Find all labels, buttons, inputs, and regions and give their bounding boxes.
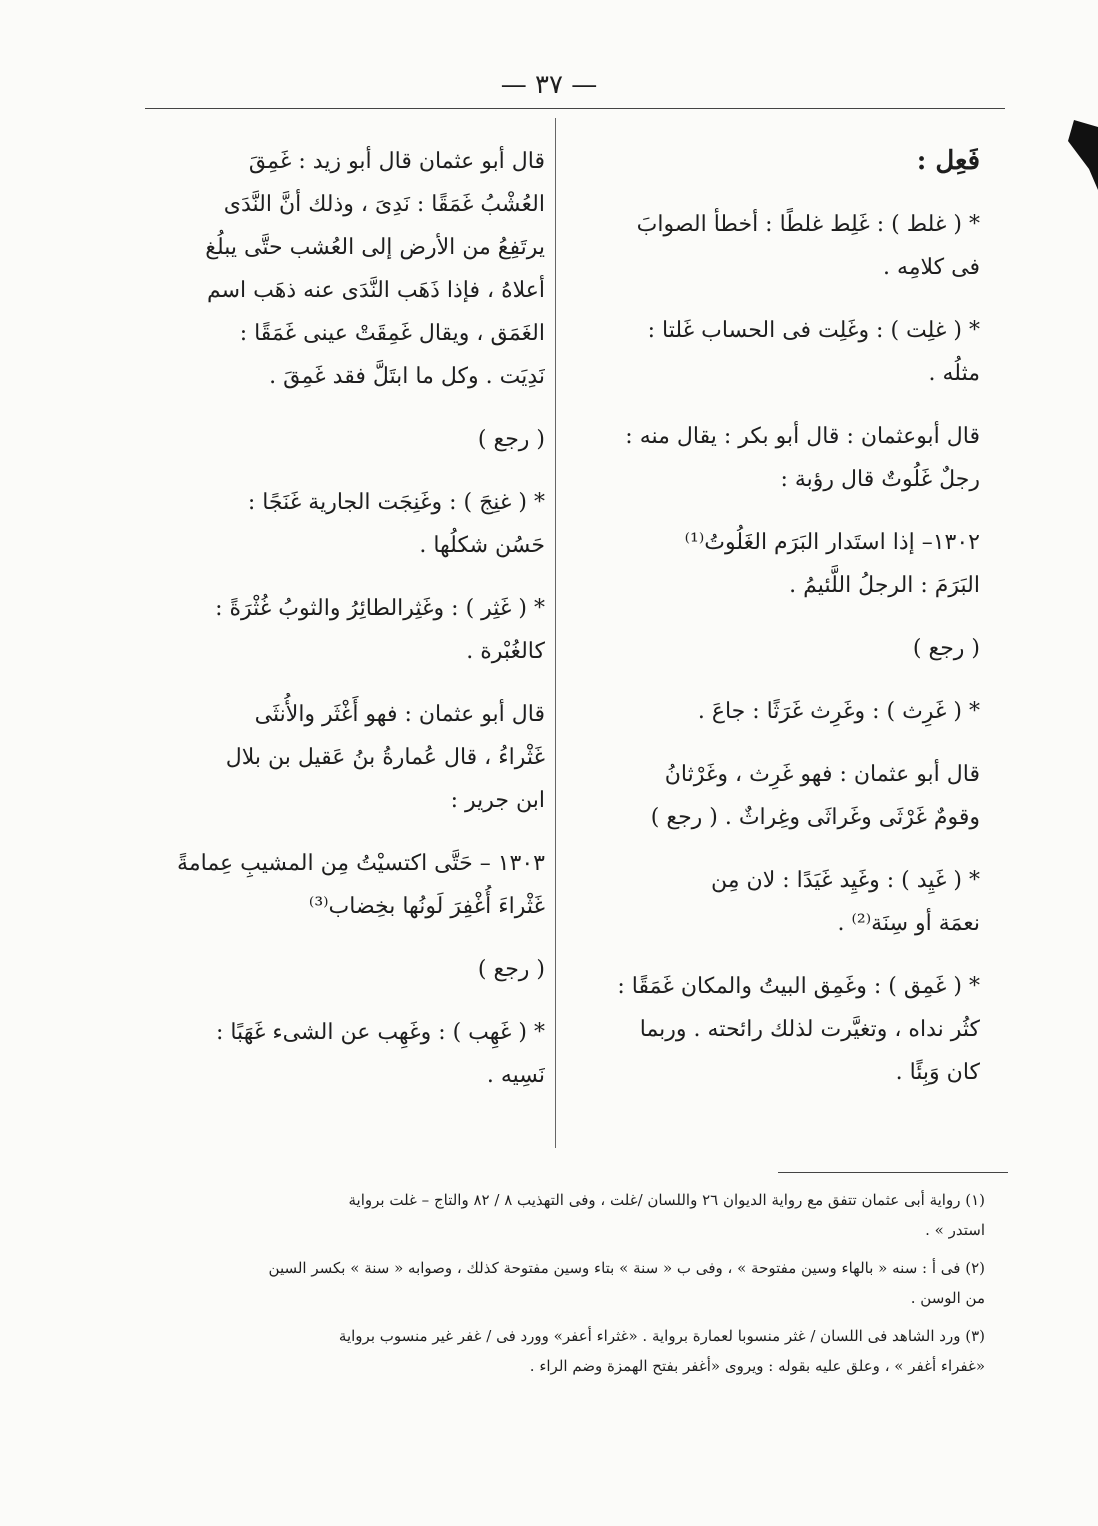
right-column bbox=[580, 140, 980, 1114]
paragraph bbox=[580, 309, 980, 395]
text-line: نَدِيَت . وكل ما ابتَلَّ فقد غَمِقَ . bbox=[269, 364, 545, 389]
text-line: مثلُه . bbox=[928, 361, 980, 386]
text-line: رجلٌ غَلُوتٌ قال رؤبة : bbox=[780, 467, 980, 492]
text-line: استدر » . bbox=[925, 1221, 985, 1239]
paragraph bbox=[150, 842, 545, 928]
paragraph bbox=[580, 753, 980, 839]
text-line: * ( غَرِث ) : وغَرِث غَرَثًا : جاعَ . bbox=[697, 699, 980, 724]
text-line: * ( غَهِب ) : وغَهِب عن الشىء غَهَبًا : bbox=[215, 1020, 545, 1045]
text-line: حَسُن شكلُها . bbox=[419, 533, 545, 558]
paragraph bbox=[580, 627, 980, 670]
paragraph bbox=[150, 587, 545, 673]
footnote bbox=[165, 1253, 985, 1313]
paragraph bbox=[580, 140, 980, 183]
text-line: أعلاهُ ، فإذا ذَهَب النَّدَى عنه ذهَب اسم bbox=[206, 278, 545, 303]
text-line: الغَمَق ، ويقال غَمِقَتْ عينى غَمَقًا : bbox=[239, 321, 545, 346]
text-line: من الوسن . bbox=[910, 1289, 985, 1307]
text-line: قال أبو عثمان : فهو غَرِث ، وغَرْثانُ bbox=[664, 762, 980, 787]
paragraph bbox=[150, 418, 545, 461]
text-line: «غفراء أغفر » ، وعلق عليه بقوله : ويروى «أغفر بفتح الهمزة وضم الراء . bbox=[529, 1357, 985, 1375]
page-number: — ٣٧ — bbox=[500, 70, 598, 100]
text-line: ١٣٠٢– إذا استَدار البَرَم الغَلُوتُ⁽¹⁾ bbox=[684, 530, 980, 555]
paragraph bbox=[150, 1011, 545, 1097]
text-line: قال أبو عثمان : فهو أَغْثَر والأُنثَى bbox=[254, 702, 545, 727]
footnote bbox=[165, 1321, 985, 1381]
text-line: (١) رواية أبى عثمان تتفق مع رواية الديوان ٢٦ واللسان /غلت ، وفى التهذيب ٨ / ٨٢ والتاج – غلت برواية bbox=[348, 1191, 985, 1209]
text-line: كثُر نداه ، وتغيَّرت لذلك رائحته . وربما bbox=[639, 1017, 980, 1042]
text-line: قال أبوعثمان : قال أبو بكر : يقال منه : bbox=[625, 424, 980, 449]
text-line: البَرَمَ : الرجلُ اللَّئيمُ . bbox=[789, 573, 980, 598]
footnote-rule bbox=[778, 1172, 1008, 1173]
text-line: * ( غَيِد ) : وغَيِد غَيَدًا : لان مِن bbox=[711, 868, 980, 893]
text-line: ( رجع ) bbox=[912, 636, 980, 661]
text-line: ( رجع ) bbox=[477, 957, 545, 982]
text-line: العُشْبُ غَمَقًا : نَدِىَ ، وذلك أنَّ النَّدَى bbox=[223, 192, 545, 217]
text-line: * ( غلط ) : غَلِط غلطًا : أخطأ الصوابَ bbox=[636, 212, 980, 237]
text-line: ابن جرير : bbox=[450, 788, 545, 813]
text-line: كان وَبِئًا . bbox=[895, 1060, 980, 1085]
text-line: وقومٌ غَرْثَى وغَراثَى وغِراثٌ . ( رجع ) bbox=[650, 805, 980, 830]
paragraph bbox=[150, 948, 545, 991]
text-line: كالغُبْرة . bbox=[466, 639, 545, 664]
text-line: ( رجع ) bbox=[477, 427, 545, 452]
text-line: فى كلامِه . bbox=[882, 255, 980, 280]
text-line: * ( غلِت ) : وغَلِت فى الحساب غَلتا : bbox=[647, 318, 980, 343]
paragraph bbox=[580, 965, 980, 1094]
header-rule bbox=[145, 108, 1005, 109]
paragraph bbox=[150, 481, 545, 567]
text-line: نعمَة أو سِنَة⁽²⁾ . bbox=[837, 911, 980, 936]
paragraph bbox=[580, 690, 980, 733]
paragraph bbox=[580, 859, 980, 945]
footnotes bbox=[165, 1185, 985, 1389]
margin-ink-mark bbox=[1068, 120, 1098, 190]
paragraph bbox=[580, 203, 980, 289]
text-line: * ( غَمِق ) : وغَمِق البيتُ والمكان غَمَقًا : bbox=[617, 974, 980, 999]
paragraph bbox=[580, 415, 980, 501]
text-line: (٣) ورد الشاهد فى اللسان / غثر منسوبا لعمارة برواية . «غثراء أعفر» وورد فى / غفر غير منسوب برواية bbox=[338, 1327, 985, 1345]
text-line: غَثْراءَ أُغْفِرَ لَونُها بخِضاب⁽³⁾ bbox=[308, 894, 545, 919]
text-line: * ( غَثِر ) : وغَثِرالطائِرُ والثوبُ غُثْرَةً : bbox=[215, 596, 545, 621]
text-line: * ( غنِجَ ) : وغَنِجَت الجارية غَنَجًا : bbox=[247, 490, 545, 515]
text-line: يرتَفِعُ من الأرض إلى العُشب حتَّى يبلُغ bbox=[205, 235, 545, 260]
column-divider bbox=[555, 118, 556, 1148]
text-line: قال أبو عثمان قال أبو زيد : غَمِقَ bbox=[248, 149, 545, 174]
text-line: غَثْراءُ ، قال عُمارةُ بنُ عَقيل بن بلال bbox=[225, 745, 545, 770]
footnote bbox=[165, 1185, 985, 1245]
text-line: (٢) فى أ : سنه « بالهاء وسين مفتوحة » ، وفى ب « سنة » بتاء وسين مفتوحة كذلك ، وصوابه « سنة » بكسر السين bbox=[268, 1259, 985, 1277]
text-line: نَسِيه . bbox=[486, 1063, 545, 1088]
paragraph bbox=[150, 693, 545, 822]
paragraph bbox=[150, 140, 545, 398]
left-column bbox=[150, 140, 545, 1117]
text-line: فَعِل : bbox=[916, 146, 980, 176]
paragraph bbox=[580, 521, 980, 607]
text-line: ١٣٠٣ – حَتَّى اكتسيْتُ مِن المشيبِ عِمامةً bbox=[177, 851, 545, 876]
